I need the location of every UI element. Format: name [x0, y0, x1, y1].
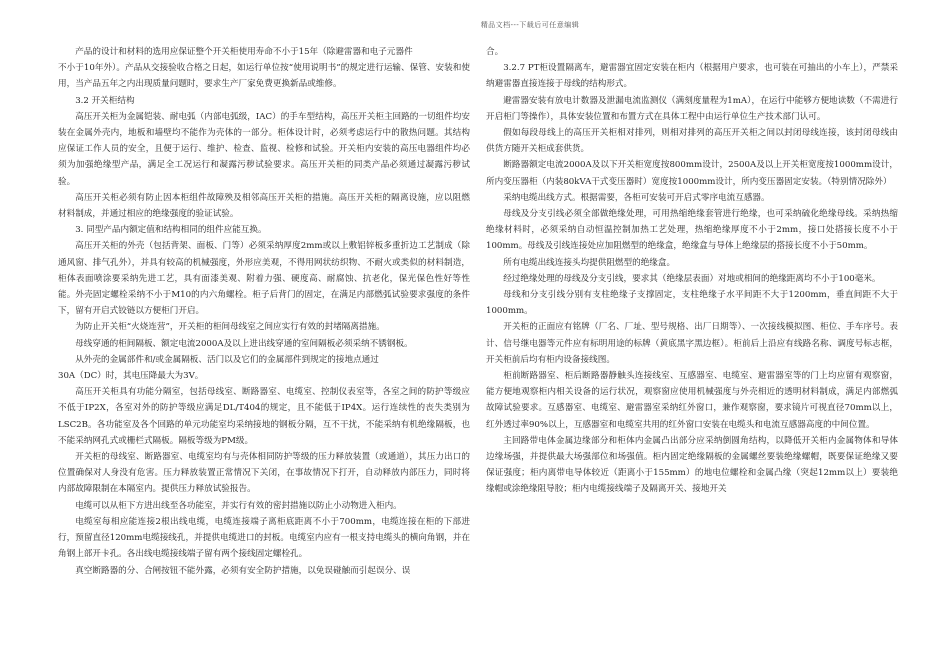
paragraph: 高压开关柜必须有防止因本柜组件故障殃及相邻高压开关柜的措施。高压开关柜的隔离设施，应以阻燃材料制成，并通过相应的绝缘强度的验证试验。 — [58, 192, 470, 220]
paragraph: 电缆室每相应能连接2根出线电缆，电缆连接端子离柜底距离不小于700mm，电缆连接在柜的下部进行，预留直径120mm电缆接线孔，并提供电缆进口的封板。电缆室内应有一根支持电缆头的横向角钢，并在角钢上部开卡孔。各出线电缆接线端子留有两个接线固定螺栓孔。 — [58, 516, 470, 560]
paragraph: 母线和分支引线分别有支柱绝缘子支撑固定，支柱绝缘子水平间距不大于1200mm，垂直间距不大于1000mm。 — [486, 290, 898, 317]
paragraph: 高压开关柜具有功能分隔室，包括母线室、断路器室、电缆室、控制仪表室等，各室之间的防护等级应不低于IP2X，各室对外的防护等级应满足DL/T404的规定，且不能低于IP4X。运行连续性的丧失类别为LSC2B。各功能室及各个回路的单元功能室均采纳接地的钢板分隔，互不干扰，不能采纳有机绝缘隔板，也不能采纳网孔式或栅栏式隔板。隔板等级为PM级。 — [58, 387, 470, 446]
paragraph: 开关柜的正面应有铭牌（厂名、厂址、型号规格、出厂日期等）、一次接线模拟图、柜位、手车序号。表计、信号继电器等元件应有标明用途的标牌（黄底黑字黑边框）。柜前后上沿应有线路名称、调度号标志框，开关柜前后均有柜内设备接线图。 — [486, 322, 898, 365]
paragraph: 断路器额定电流2000A及以下开关柜宽度按800mm设计，2500A及以上开关柜宽度按1000mm设计，所内变压器柜（内装80kVA干式变压器时）宽度按1000mm设计，所内变压器固定安装。（特别情况除外） — [486, 160, 898, 187]
paragraph: 真空断路器的分、合闸按钮不能外露，必须有安全防护措施，以免误碰触而引起误分、误 — [75, 565, 411, 576]
paragraph: 所有电缆出线连接头均提供阻燃型的绝缘盒。 — [503, 257, 676, 268]
paragraph: 开关柜的母线室、断路器室、电缆室均有与壳体相同防护等级的压力释放装置（或通道），其压力出口的位置确保对人身没有危害。压力释放装置正常情况下关闭，在事故情况下打开，自动释放内部压力，同时将内部故障限制在本隔室内。提供压力释放试验报告。 — [58, 452, 470, 495]
paragraph: 高压开关柜的外壳（包括背架、面板、门等）必须采纳厚度2mm或以上敷铝锌板多重折边工艺制成（除通风窗、排气孔外），并具有较高的机械强度，外形应美观，不得用网状纺织物、不耐火或类似的材料制造，柜体表面喷涂要采纳先进工艺，具有面漆美观、附着力强、硬度高、耐腐蚀、抗老化，保光保色性好等性能。外壳固定螺栓采纳不小于M10的内六角螺栓。柜子后背门的固定，在满足内部燃弧试验要求强度的条件下，留有开启式铰链以方便柜门开启。 — [58, 241, 470, 317]
paragraph: 电缆可以从柜下方进出线至各功能室，并实行有效的密封措施以防止小动物进入柜内。 — [75, 500, 402, 511]
right-column — [486, 44, 898, 498]
paragraph: 避雷器安装有放电计数器及泄漏电流监测仪（满刻度量程为1mA），在运行中能够方便地读数（不需进行开启柜门等操作），具体安装位置和布置方式在具体工程中由运行单位生产技术部门认可。 — [486, 95, 898, 122]
paragraph: 母线及分支引线必须全部做绝缘处理，可用热缩绝缘套管进行绝缘，也可采纳硫化绝缘母线。采纳热缩绝缘材料时，必须采纳自动恒温控制加热工艺处理，热缩绝缘厚度不小于2mm，接口处搭接长度不小于100mm。母线及引线连接处应加阻燃型的绝缘盒，绝缘盒与导体上绝缘层的搭接长度不小于50mm。 — [486, 209, 898, 252]
paragraph: 为防止开关柜“火烧连营”，开关柜的柜间母线室之间应实行有效的封堵隔离措施。 — [75, 322, 385, 333]
paragraph: 3.2.7 PT柜设置隔离车，避雷器宜固定安装在柜内（根据用户要求，也可装在可抽出的小车上），严禁采纳避雷器直接连接于母线的结构形式。 — [486, 63, 898, 90]
paragraph: 经过绝缘处理的母线及分支引线，要求其（绝缘层表面）对地或相间的绝缘距离均不小于100毫米。 — [503, 273, 881, 284]
paragraph: 从外壳的金属部件和/或金属隔板、活门以及它们的金属部件到规定的接地点通过 — [75, 354, 379, 365]
paragraph: 3. 同型产品内额定值和结构相同的组件应能互换。 — [75, 225, 267, 236]
left-column — [58, 44, 470, 579]
paragraph: 高压开关柜为金属铠装、耐电弧（内部电弧级，IAC）的手车型结构，高压开关柜主回路的一切组件均安装在金属外壳内，地板和墙壁均不能作为壳体的一部分。柜体设计时，必须考虑运行中的散热问题。其结构应保证工作人员的安全，且便于运行、维护、检查、监视、检修和试验。开关柜内安装的高压电器组件均必须为加强绝缘型产品，满足全工况运行和凝露污秽试验要求。高压开关柜的同类产品必须通过凝露污秽试验。 — [58, 111, 470, 187]
paragraph: 母线穿通的柜间隔板、额定电流2000A及以上进出线穿通的室间隔板必须采纳不锈钢板。 — [75, 338, 413, 349]
paragraph: 主回路带电体金属边缘部分和柜体内金属凸出部分应采纳倒圆角结构，以降低开关柜内金属物体和导体边缘场强，并提供最大场强部位和场强值。柜内固定绝缘隔板的金属螺丝要装绝缘螺帽，既要保证绝缘又要保证强度；柜内离带电导体较近（距离小于155mm）的地电位螺栓和金属凸缘（突起12mm以上）要装绝缘帽或涂绝缘阻导胶；柜内电缆接线端子及隔离开关、接地开关 — [486, 435, 898, 495]
paragraph: 30A（DC）时，其电压降最大为3V。 — [58, 371, 204, 382]
paragraph: 假如每段母线上的高压开关柜相对排列，则相对排列的高压开关柜之间以封闭母线连接，该封闭母线由供货方随开关柜成套供货。 — [486, 128, 898, 155]
page-header: 精品文档---下载后可任意编辑 — [480, 21, 580, 29]
paragraph: 不小于10年外）。产品从交接验收合格之日起，如运行单位按“使用说明书”的规定进行运输、保管、安装和使用，当产品五年之内出现质量问题时，要求生产厂家免费更换新品或维修。 — [58, 63, 470, 90]
paragraph: 柜前断路器室、柜后断路器静触头连接线室、互感器室、电缆室、避雷器室等的门上均应留有观察窗，能方便地观察柜内相关设备的运行状况，观察窗应使用机械强度与外壳相近的透明材料制成，满足内部燃弧故障试验要求。互感器室、电缆室、避雷器室采纳红外窗口，兼作观察窗，要求镜片可视直径70mm以上，红外透过率90%以上，互感器室和电缆室共用的红外窗口安装在电缆头和电流互感器高度的中间位置。 — [486, 371, 898, 430]
paragraph: 产品的设计和材料的选用应保证整个开关柜使用寿命不小于15年（除避雷器和电子元器件 — [75, 47, 413, 57]
paragraph: 3.2 开关柜结构 — [75, 95, 135, 106]
paragraph: 采纳电缆出线方式。根据需要，各柜可安装可开启式零序电流互感器。 — [503, 192, 770, 203]
paragraph: 合。 — [486, 47, 504, 57]
